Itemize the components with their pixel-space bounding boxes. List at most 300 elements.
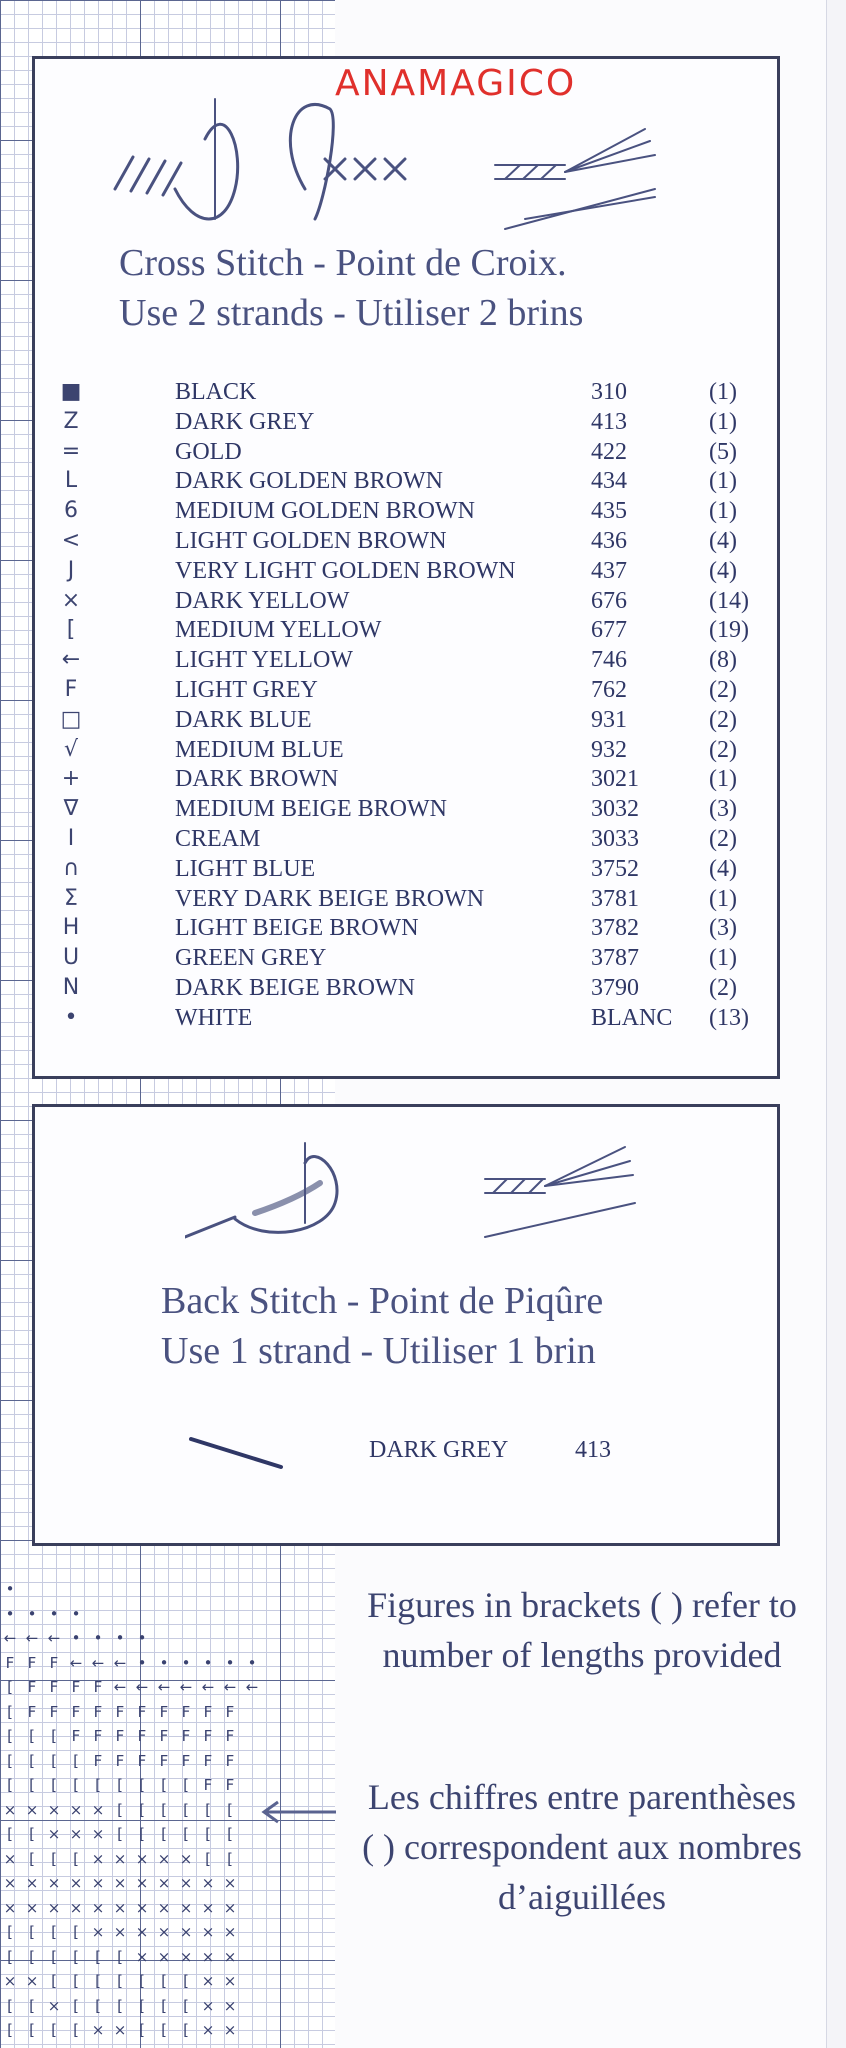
thread-name: LIGHT BLUE	[175, 855, 316, 882]
chart-cell: ×	[157, 1898, 171, 1917]
thread-code: 435	[591, 498, 627, 525]
chart-cell: •	[203, 1653, 213, 1672]
chart-cell: [	[51, 1727, 57, 1745]
chart-cell: ←	[135, 1678, 149, 1696]
thread-code: 762	[591, 677, 627, 703]
chart-cell: F	[71, 1702, 81, 1721]
thread-name: WHITE	[175, 1004, 253, 1031]
chart-cell: ×	[47, 1800, 61, 1819]
thread-count: (2)	[709, 706, 737, 733]
chart-cell: [	[183, 1996, 189, 2015]
thread-symbol: +	[61, 766, 81, 792]
thread-name: GREEN GREY	[175, 945, 327, 972]
chart-cell: [	[227, 1849, 233, 1868]
thread-count: (14)	[709, 587, 749, 614]
chart-cell: [	[95, 1947, 101, 1966]
thread-count: (3)	[709, 915, 737, 942]
chart-cell: ×	[157, 1923, 171, 1941]
chart-cell: •	[225, 1653, 235, 1672]
chart-cell: ×	[179, 1947, 193, 1966]
thread-symbol: ∇	[63, 796, 79, 822]
chart-cell: [	[227, 1800, 233, 1819]
thread-name: MEDIUM BEIGE BROWN	[175, 796, 447, 823]
chart-cell: [	[161, 1996, 167, 2015]
chart-cell: ×	[47, 1898, 61, 1917]
chart-cell: [	[117, 1947, 123, 1966]
thread-symbol: L	[64, 468, 78, 494]
thread-name: BLACK	[175, 379, 257, 405]
chart-cell: [	[7, 1947, 13, 1966]
thread-row	[35, 826, 775, 856]
chart-cell: [	[51, 1972, 57, 1990]
note-french: Les chiffres entre parenthèses ( ) correspondent aux nombres d’aiguillées	[362, 1777, 802, 1917]
chart-cell: [	[117, 1776, 123, 1794]
chart-cell: ×	[91, 1874, 105, 1892]
chart-cell: F	[93, 1727, 103, 1745]
chart-cell: F	[181, 1727, 191, 1745]
thread-count: (2)	[709, 677, 737, 703]
thread-count: (3)	[709, 796, 737, 823]
chart-cell: F	[49, 1702, 59, 1721]
chart-cell: ×	[135, 1874, 149, 1892]
thread-code: 677	[591, 617, 627, 644]
chart-cell: [	[73, 1923, 79, 1941]
thread-symbol: •	[64, 1004, 78, 1030]
thread-count: (1)	[709, 468, 737, 495]
chart-cell: [	[205, 1825, 211, 1843]
thread-symbol: Σ	[64, 885, 78, 911]
chart-cell: F	[159, 1751, 169, 1770]
thread-name: MEDIUM YELLOW	[175, 617, 382, 644]
chart-cell: ×	[25, 1874, 39, 1892]
chart-cell: [	[51, 1776, 57, 1794]
chart-cell: ←	[25, 1629, 39, 1647]
chart-cell: F	[159, 1702, 169, 1721]
thread-name: LIGHT GREY	[175, 677, 318, 703]
chart-cell: [	[117, 1825, 123, 1843]
thread-symbol: ←	[61, 647, 81, 673]
chart-cell: [	[51, 1751, 57, 1770]
chart-cell: [	[183, 1972, 189, 1990]
chart-cell: [	[7, 2021, 13, 2039]
chart-cell: [	[139, 2021, 145, 2039]
chart-cell: [	[161, 1800, 167, 1819]
chart-cell: [	[7, 1727, 13, 1745]
chart-cell: [	[29, 1849, 35, 1868]
chart-cell: [	[7, 1702, 13, 1721]
chart-cell: [	[29, 1996, 35, 2015]
chart-cell: ×	[113, 1849, 127, 1868]
chart-cell: [	[29, 1727, 35, 1745]
thread-count: (1)	[709, 379, 737, 405]
chart-cell: ×	[91, 1849, 105, 1868]
chart-cell: ←	[179, 1678, 193, 1696]
thread-row	[35, 528, 775, 558]
chart-cell: ×	[223, 1972, 237, 1990]
thread-row	[35, 617, 775, 647]
thread-symbol: ×	[61, 587, 81, 613]
thread-code: 3752	[591, 855, 639, 882]
thread-name: DARK BEIGE BROWN	[175, 975, 415, 1001]
chart-cell: ×	[69, 1874, 83, 1892]
chart-cell: ×	[179, 1849, 193, 1868]
thread-row	[35, 409, 775, 439]
chart-cell: ←	[113, 1653, 127, 1672]
chart-cell: ←	[47, 1629, 61, 1647]
chart-cell: ×	[179, 1874, 193, 1892]
thread-symbol: ■	[60, 379, 82, 404]
chart-cell: ←	[113, 1678, 127, 1696]
thread-name: MEDIUM BLUE	[175, 736, 344, 763]
chart-cell: ×	[223, 1874, 237, 1892]
thread-symbol: =	[61, 438, 81, 464]
thread-name: DARK GOLDEN BROWN	[175, 468, 443, 495]
chart-cell: •	[115, 1629, 125, 1647]
chart-cell: ×	[69, 1800, 83, 1819]
chart-cell: [	[29, 1751, 35, 1770]
chart-cell: ×	[135, 1898, 149, 1917]
chart-cell: [	[95, 1776, 101, 1794]
chart-cell: ×	[201, 1972, 215, 1990]
thread-name: GOLD	[175, 438, 242, 465]
chart-cell: F	[225, 1751, 235, 1770]
chart-cell: ←	[91, 1653, 105, 1672]
chart-cell: ×	[3, 1972, 17, 1990]
chart-cell: F	[225, 1727, 235, 1745]
chart-cell: [	[29, 1825, 35, 1843]
chart-cell: ×	[91, 1923, 105, 1941]
chart-cell: ×	[47, 1996, 61, 2015]
thread-name: DARK BLUE	[175, 706, 312, 733]
chart-cell: ←	[157, 1678, 171, 1696]
thread-row	[35, 945, 775, 975]
thread-count: (2)	[709, 826, 737, 852]
thread-symbol: □	[60, 706, 82, 732]
thread-code: 746	[591, 647, 627, 674]
chart-cell: ×	[223, 1947, 237, 1966]
thread-count: (5)	[709, 438, 737, 465]
chart-cell: F	[137, 1751, 147, 1770]
thread-row	[35, 647, 775, 677]
chart-cell: F	[181, 1751, 191, 1770]
chart-cell: ×	[157, 1849, 171, 1868]
chart-cell: ×	[223, 1923, 237, 1941]
chart-cell: ×	[3, 1898, 17, 1917]
thread-row	[35, 558, 775, 588]
chart-cell: [	[139, 1996, 145, 2015]
thread-count: (1)	[709, 885, 737, 912]
chart-cell: ×	[91, 2021, 105, 2039]
chart-cell: [	[29, 1947, 35, 1966]
thread-row	[35, 886, 775, 916]
brand-watermark: ANAMAGICO	[335, 63, 577, 104]
thread-symbol: Z	[63, 408, 79, 434]
chart-cell: ×	[69, 1898, 83, 1917]
chart-cell: ×	[25, 1800, 39, 1819]
chart-cell: ×	[91, 1898, 105, 1917]
thread-row	[35, 796, 775, 826]
thread-count: (4)	[709, 528, 737, 554]
chart-cell: F	[93, 1702, 103, 1721]
back-stitch-thread-code: 413	[575, 1437, 611, 1463]
chart-cell: [	[161, 1972, 167, 1990]
thread-count: (4)	[709, 855, 737, 882]
chart-cell: [	[7, 1923, 13, 1941]
chart-cell: F	[115, 1727, 125, 1745]
chart-cell: ×	[179, 1923, 193, 1941]
chart-cell: ×	[135, 1849, 149, 1868]
chart-cell: [	[183, 2021, 189, 2039]
thread-code: 3787	[591, 945, 639, 972]
back-stitch-strands: Use 1 strand - Utiliser 1 brin	[161, 1330, 596, 1372]
thread-row	[35, 379, 775, 409]
thread-row	[35, 915, 775, 945]
thread-code: 932	[591, 736, 627, 763]
thread-code: 3790	[591, 975, 639, 1001]
cross-stitch-strands: Use 2 strands - Utiliser 2 brins	[119, 292, 584, 334]
chart-cell: F	[159, 1727, 169, 1745]
chart-cell: F	[27, 1653, 37, 1672]
chart-cell: F	[93, 1678, 103, 1696]
chart-cell: [	[161, 1825, 167, 1843]
chart-cell: [	[161, 1776, 167, 1794]
chart-cell: •	[71, 1604, 81, 1623]
chart-cell: [	[183, 1825, 189, 1843]
chart-cell: [	[51, 1947, 57, 1966]
chart-cell: F	[225, 1776, 235, 1794]
chart-cell: [	[117, 1800, 123, 1819]
chart-cell: [	[73, 1996, 79, 2015]
chart-cell: [	[117, 1996, 123, 2015]
thread-code: 3032	[591, 796, 639, 823]
chart-cell: ×	[157, 1947, 171, 1966]
thread-symbol: J	[67, 557, 75, 583]
thread-row	[35, 1005, 775, 1035]
chart-cell: ×	[179, 1898, 193, 1917]
chart-cell: •	[71, 1629, 81, 1647]
chart-cell: ←	[3, 1629, 17, 1647]
thread-count: (1)	[709, 408, 737, 435]
chart-cell: F	[115, 1702, 125, 1721]
chart-cell: F	[137, 1702, 147, 1721]
back-stitch-illustration	[185, 1133, 685, 1253]
chart-cell: •	[27, 1604, 37, 1623]
chart-cell: [	[51, 2021, 57, 2039]
thread-row	[35, 439, 775, 469]
thread-code: 434	[591, 468, 627, 495]
chart-cell: ×	[201, 1923, 215, 1941]
chart-cell: ←	[69, 1653, 83, 1672]
thread-code: 3033	[591, 826, 639, 852]
chart-cell: [	[139, 1800, 145, 1819]
back-stitch-thread-name: DARK GREY	[369, 1437, 509, 1463]
thread-symbol: F	[64, 677, 78, 702]
thread-code: 931	[591, 706, 627, 733]
chart-cell: [	[73, 1751, 79, 1770]
chart-cell: F	[71, 1678, 81, 1696]
page-edge	[826, 0, 846, 2048]
chart-cell: [	[183, 1800, 189, 1819]
chart-cell: [	[29, 1923, 35, 1941]
thread-name: LIGHT YELLOW	[175, 647, 353, 674]
chart-cell: ×	[201, 1947, 215, 1966]
chart-cell: ←	[223, 1678, 237, 1696]
chart-cell: ×	[69, 1825, 83, 1843]
chart-cell: ×	[25, 1972, 39, 1990]
thread-code: 3782	[591, 915, 639, 942]
chart-cell: •	[137, 1629, 147, 1647]
arrow-icon	[258, 1800, 338, 1824]
back-stitch-title: Back Stitch - Point de Piqûre	[161, 1280, 604, 1322]
chart-cell: [	[139, 1825, 145, 1843]
chart-cell: •	[49, 1604, 59, 1623]
thread-count: (2)	[709, 736, 737, 763]
chart-cell: F	[5, 1653, 15, 1672]
thread-symbol: ∩	[62, 855, 80, 881]
chart-cell: ×	[157, 1874, 171, 1892]
back-stitch-panel	[32, 1104, 780, 1546]
thread-symbol: <	[61, 528, 81, 553]
chart-cell: [	[7, 1751, 13, 1770]
chart-cell: [	[139, 1776, 145, 1794]
chart-cell: •	[159, 1653, 169, 1672]
chart-cell: F	[93, 1751, 103, 1770]
chart-cell: [	[73, 1972, 79, 1990]
chart-cell: •	[93, 1629, 103, 1647]
thread-name: LIGHT BEIGE BROWN	[175, 915, 419, 942]
thread-symbol: 6	[64, 498, 78, 524]
chart-cell: [	[7, 1678, 13, 1696]
chart-cell: •	[5, 1604, 15, 1623]
thread-count: (1)	[709, 498, 737, 525]
chart-cell: F	[203, 1776, 213, 1794]
chart-cell: ×	[135, 1947, 149, 1966]
chart-cell: [	[29, 1776, 35, 1794]
thread-count: (8)	[709, 647, 737, 674]
thread-code: 437	[591, 557, 627, 584]
chart-cell: ×	[47, 1825, 61, 1843]
thread-count: (19)	[709, 617, 749, 644]
note-english: Figures in brackets ( ) refer to number of lengths provided	[367, 1585, 797, 1675]
chart-cell: ×	[113, 2021, 127, 2039]
thread-name: DARK YELLOW	[175, 587, 350, 614]
chart-cell: [	[73, 1776, 79, 1794]
chart-cell: [	[7, 1825, 13, 1843]
chart-cell: F	[49, 1678, 59, 1696]
thread-name: LIGHT GOLDEN BROWN	[175, 528, 447, 554]
chart-cell: [	[73, 1947, 79, 1966]
chart-cell: ×	[201, 1996, 215, 2015]
thread-symbol: [	[66, 617, 76, 643]
thread-code: BLANC	[591, 1004, 673, 1031]
thread-row	[35, 856, 775, 886]
thread-name: CREAM	[175, 826, 261, 852]
thread-name: VERY DARK BEIGE BROWN	[175, 885, 485, 912]
chart-cell: F	[181, 1702, 191, 1721]
chart-cell: F	[71, 1727, 81, 1745]
thread-name: VERY LIGHT GOLDEN BROWN	[175, 557, 516, 584]
thread-code: 436	[591, 528, 627, 554]
chart-cell: ×	[3, 1849, 17, 1868]
chart-cell: •	[247, 1653, 257, 1672]
thread-symbol: H	[62, 915, 80, 941]
chart-cell: F	[203, 1727, 213, 1745]
chart-cell: F	[27, 1702, 37, 1721]
chart-cell: F	[203, 1751, 213, 1770]
thread-symbol: N	[62, 975, 80, 1000]
chart-cell: F	[225, 1702, 235, 1721]
chart-cell: F	[27, 1678, 37, 1696]
chart-cell: [	[51, 1923, 57, 1941]
chart-cell: [	[161, 2021, 167, 2039]
chart-cell: ×	[3, 1874, 17, 1892]
thread-row	[35, 468, 775, 498]
chart-cell: ←	[201, 1678, 215, 1696]
cross-stitch-title: Cross Stitch - Point de Croix.	[119, 242, 567, 284]
chart-cell: [	[95, 1996, 101, 2015]
chart-cell: [	[73, 2021, 79, 2039]
thread-name: DARK GREY	[175, 408, 315, 435]
chart-cell: ×	[113, 1923, 127, 1941]
chart-cell: F	[49, 1653, 59, 1672]
chart-cell: ×	[91, 1825, 105, 1843]
cross-stitch-panel	[32, 56, 780, 1079]
chart-cell: ×	[113, 1874, 127, 1892]
chart-cell: [	[205, 1849, 211, 1868]
thread-count: (4)	[709, 557, 737, 584]
thread-code: 413	[591, 408, 627, 435]
chart-cell: ×	[201, 1898, 215, 1917]
chart-cell: [	[7, 1776, 13, 1794]
thread-symbol: √	[63, 736, 79, 762]
chart-cell: ×	[113, 1898, 127, 1917]
chart-cell: ×	[47, 1874, 61, 1892]
thread-name: MEDIUM GOLDEN BROWN	[175, 498, 475, 525]
thread-count: (1)	[709, 766, 737, 793]
thread-symbol: U	[62, 945, 80, 971]
chart-cell: ×	[223, 2021, 237, 2039]
thread-row	[35, 677, 775, 707]
chart-cell: [	[205, 1800, 211, 1819]
chart-cell: ×	[135, 1923, 149, 1941]
chart-cell: F	[137, 1727, 147, 1745]
chart-cell: ×	[223, 1898, 237, 1917]
chart-cell: ×	[223, 1996, 237, 2015]
thread-row	[35, 588, 775, 618]
thread-symbol: I	[67, 826, 75, 851]
thread-row	[35, 498, 775, 528]
thread-name: DARK BROWN	[175, 766, 339, 793]
chart-cell: •	[5, 1580, 15, 1598]
thread-code: 3021	[591, 766, 639, 793]
chart-cell: •	[137, 1653, 147, 1672]
thread-row	[35, 707, 775, 737]
chart-cell: [	[73, 1849, 79, 1868]
chart-cell: ×	[201, 2021, 215, 2039]
chart-cell: ×	[3, 1800, 17, 1819]
thread-code: 3781	[591, 885, 639, 912]
chart-cell: F	[203, 1702, 213, 1721]
chart-cell: [	[139, 1972, 145, 1990]
chart-cell: ×	[201, 1874, 215, 1892]
thread-code: 310	[591, 379, 627, 405]
chart-cell: [	[183, 1776, 189, 1794]
chart-cell: ←	[245, 1678, 259, 1696]
chart-cell: [	[7, 1996, 13, 2015]
thread-count: (13)	[709, 1004, 749, 1031]
thread-row	[35, 975, 775, 1005]
back-stitch-line-sample	[185, 1427, 295, 1477]
